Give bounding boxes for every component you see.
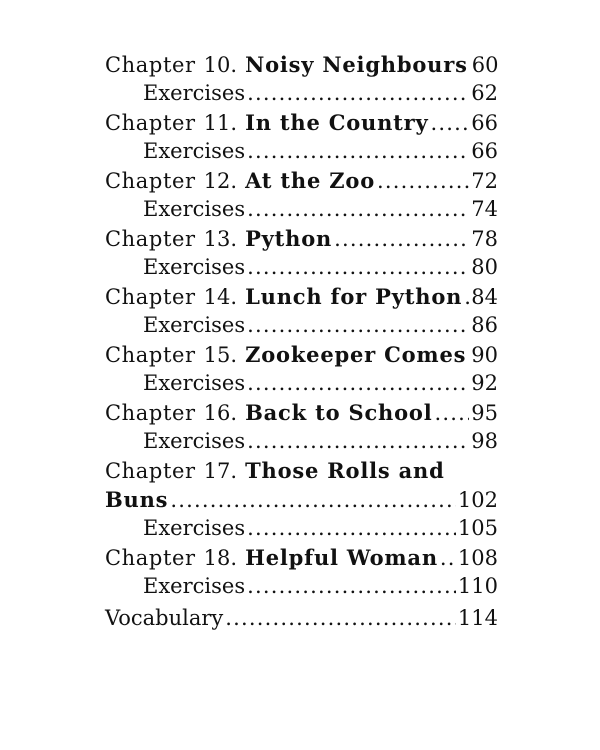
page-number: 108 [457, 546, 498, 570]
chapter-word: Chapter [105, 111, 196, 135]
chapter-word: Chapter [105, 459, 196, 483]
chapter-title: At the Zoo [245, 168, 375, 193]
chapter-number: 15. [203, 343, 238, 367]
dot-leader [334, 225, 469, 254]
toc-exercises-13[interactable] [105, 253, 498, 282]
page-number: 66 [471, 111, 498, 135]
dot-leader [247, 514, 456, 543]
toc-vocabulary[interactable] [105, 604, 498, 633]
exercises-label: Exercises [143, 197, 246, 221]
chapter-title: In the Country [245, 110, 429, 135]
chapter-word: Chapter [105, 285, 196, 309]
exercises-label: Exercises [143, 371, 246, 395]
chapter-word: Chapter [105, 401, 196, 425]
toc-chapter-17-continued[interactable] [105, 485, 498, 514]
chapter-number: 18. [203, 546, 238, 570]
exercises-label: Exercises [143, 516, 246, 540]
toc-exercises-18[interactable] [105, 572, 498, 601]
chapter-number: 11. [203, 111, 238, 135]
toc-chapter-18[interactable] [105, 543, 498, 572]
dot-leader [440, 544, 456, 573]
dot-leader [431, 109, 470, 138]
page-number: 62 [471, 81, 498, 105]
toc-chapter-11[interactable] [105, 108, 498, 137]
toc-chapter-17[interactable] [105, 456, 498, 485]
dot-leader [468, 341, 469, 370]
page-number: 95 [471, 401, 498, 425]
exercises-label: Exercises [143, 313, 246, 337]
chapter-number: 10. [203, 53, 238, 77]
chapter-title: Python [245, 226, 333, 251]
page-number: 84 [471, 285, 498, 309]
exercises-label: Exercises [143, 81, 246, 105]
page-number: 105 [457, 516, 498, 540]
toc-chapter-15[interactable] [105, 340, 498, 369]
exercises-label: Exercises [143, 139, 246, 163]
chapter-number: 13. [203, 227, 238, 251]
page-number: 60 [471, 53, 499, 77]
page-number: 78 [471, 227, 498, 251]
dot-leader [247, 427, 469, 456]
chapter-word: Chapter [105, 53, 196, 77]
dot-leader [435, 399, 470, 428]
chapter-title: Noisy Neighbours [245, 52, 468, 77]
toc-exercises-17[interactable] [105, 514, 498, 543]
toc-chapter-16[interactable] [105, 398, 498, 427]
dot-leader [377, 167, 469, 196]
dot-leader [247, 137, 469, 166]
vocabulary-label: Vocabulary [105, 606, 224, 630]
exercises-label: Exercises [143, 429, 246, 453]
dot-leader [247, 253, 469, 282]
chapter-number: 16. [203, 401, 238, 425]
chapter-number: 17. [203, 459, 238, 483]
page-number: 80 [471, 255, 498, 279]
dot-leader [247, 195, 469, 224]
page-number: 66 [471, 139, 498, 163]
toc-chapter-12[interactable] [105, 166, 498, 195]
page-number: 114 [457, 606, 498, 630]
table-of-contents [105, 50, 498, 633]
chapter-title-continued: Buns [105, 487, 169, 512]
dot-leader [247, 572, 456, 601]
chapter-word: Chapter [105, 546, 196, 570]
page-number: 72 [471, 169, 498, 193]
page-number: 86 [471, 313, 498, 337]
chapter-word: Chapter [105, 169, 196, 193]
page-number: 74 [471, 197, 498, 221]
page-number: 90 [471, 343, 498, 367]
toc-exercises-15[interactable] [105, 369, 498, 398]
dot-leader [225, 604, 456, 633]
dot-leader [170, 486, 456, 515]
chapter-title: Lunch for Python [245, 284, 463, 309]
chapter-number: 14. [203, 285, 238, 309]
dot-leader [247, 369, 469, 398]
chapter-word: Chapter [105, 343, 196, 367]
toc-exercises-10[interactable] [105, 79, 498, 108]
toc-chapter-10[interactable] [105, 50, 498, 79]
page-number: 102 [457, 488, 498, 512]
page-number: 92 [471, 371, 498, 395]
toc-exercises-11[interactable] [105, 137, 498, 166]
toc-exercises-14[interactable] [105, 311, 498, 340]
chapter-word: Chapter [105, 227, 196, 251]
dot-leader [247, 311, 469, 340]
page-number: 98 [471, 429, 498, 453]
toc-exercises-16[interactable] [105, 427, 498, 456]
chapter-number: 12. [203, 169, 238, 193]
chapter-title: Those Rolls and [245, 458, 445, 483]
chapter-title: Back to School [245, 400, 433, 425]
dot-leader [464, 283, 469, 312]
chapter-title: Zookeeper Comes [245, 342, 467, 367]
toc-chapter-14[interactable] [105, 282, 498, 311]
page-number: 110 [457, 574, 498, 598]
dot-leader [247, 79, 469, 108]
toc-chapter-13[interactable] [105, 224, 498, 253]
chapter-title: Helpful Woman [245, 545, 438, 570]
exercises-label: Exercises [143, 574, 246, 598]
exercises-label: Exercises [143, 255, 246, 279]
toc-exercises-12[interactable] [105, 195, 498, 224]
